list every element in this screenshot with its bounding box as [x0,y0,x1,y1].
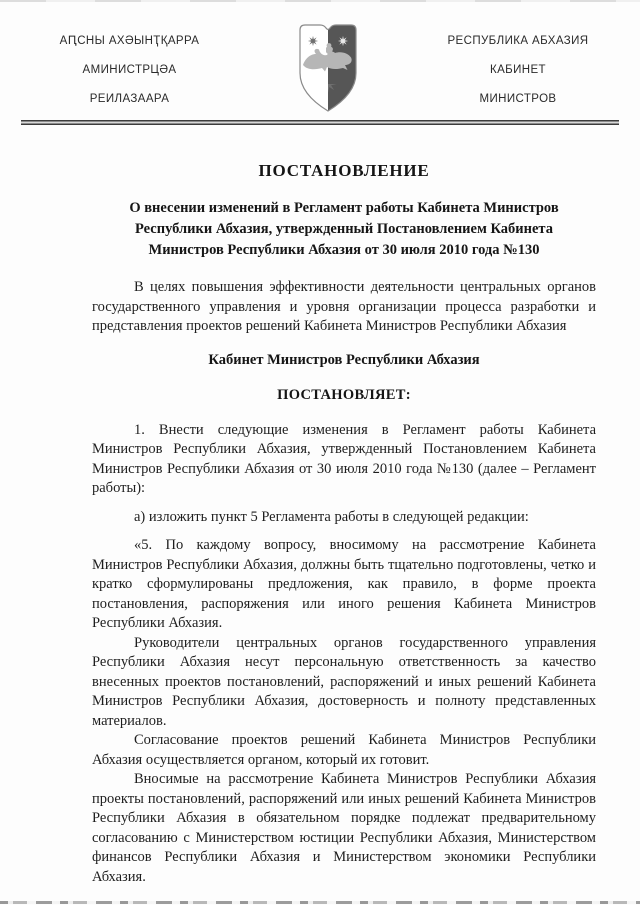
letterhead-divider [21,120,619,125]
document-title: ПОСТАНОВЛЕНИЕ [258,161,430,180]
body-paragraph: «5. По каждому вопросу, вносимому на рассмотрение Кабинета Министров Республики Абхазия, должны быть тщательно подготовлены, четко и кратко сформулированы предложения, как правило, в форме проекта постановления, распоряжения или иного решения Кабинета Министров Республики Абхазия. [92,537,596,631]
issuer-line: МИНИСТРОВ [479,93,557,105]
resolves-heading: ПОСТАНОВЛЯЕТ: [277,386,411,403]
document-subject: О внесении изменений в Регламент работы Кабинета Министров Республики Абхазия, утвержденный Постановлением Кабинета Министров Республики Абхазия от 30 июля 2010 года №130 [129,200,559,258]
issuer-line: АԤСНЫ АХӘЫНҬҚАРРА [59,35,200,47]
letterhead [0,0,640,118]
document-body [92,161,596,887]
body-paragraph: 1. Внести следующие изменения в Регламент работы Кабинета Министров Республики Абхазия, утвержденный Постановлением Кабинета Министров Республики Абхазия от 30 июля 2010 года №130 (далее – Регламент работы): [92,421,596,496]
body-paragraph: Вносимые на рассмотрение Кабинета Министров Республики Абхазия проекты постановлений, распоряжений или иных решений Кабинета Министров Республики Абхазия в обязательном порядке подлежат предварительному согласованию с Министерством юстиции Республики Абхазия, Министерством финансов Республики Абхазия и Министерством экономики Республики Абхазия. [92,771,596,885]
resolving-authority-line: Кабинет Министров Республики Абхазия [208,351,480,368]
scan-artifact-bottom [0,901,640,904]
issuer-name-abkhaz [22,27,237,114]
issuer-line: РЕСПУБЛИКА АБХАЗИЯ [447,35,589,47]
issuer-line: АМИНИСТРЦӘА [82,64,177,76]
issuer-line: КАБИНЕТ [490,64,546,76]
body-paragraph: Согласование проектов решений Кабинета Министров Республики Абхазия осуществляется органом, который их готовит. [92,732,596,768]
body-paragraph: а) изложить пункт 5 Регламента работы в следующей редакции: [134,508,529,525]
abkhazia-coat-of-arms-icon [293,18,363,118]
issuer-name-russian [418,27,618,114]
body-paragraph: Руководители центральных органов государственного управления Республики Абхазия несут персональную ответственность за качество внесенных проектов постановлений, распоряжений и иных решений Кабинета Министров Республики Абхазия, достоверность и полноту представленных материалов. [92,634,596,729]
issuer-line: РЕИЛАЗААРА [89,93,170,105]
scan-artifact-top [0,0,640,2]
preamble-paragraph: В целях повышения эффективности деятельности центральных органов государственного управления и уровня организации процесса разработки и представления проектов решений Кабинета Министров Республики Абхазия [92,279,596,334]
